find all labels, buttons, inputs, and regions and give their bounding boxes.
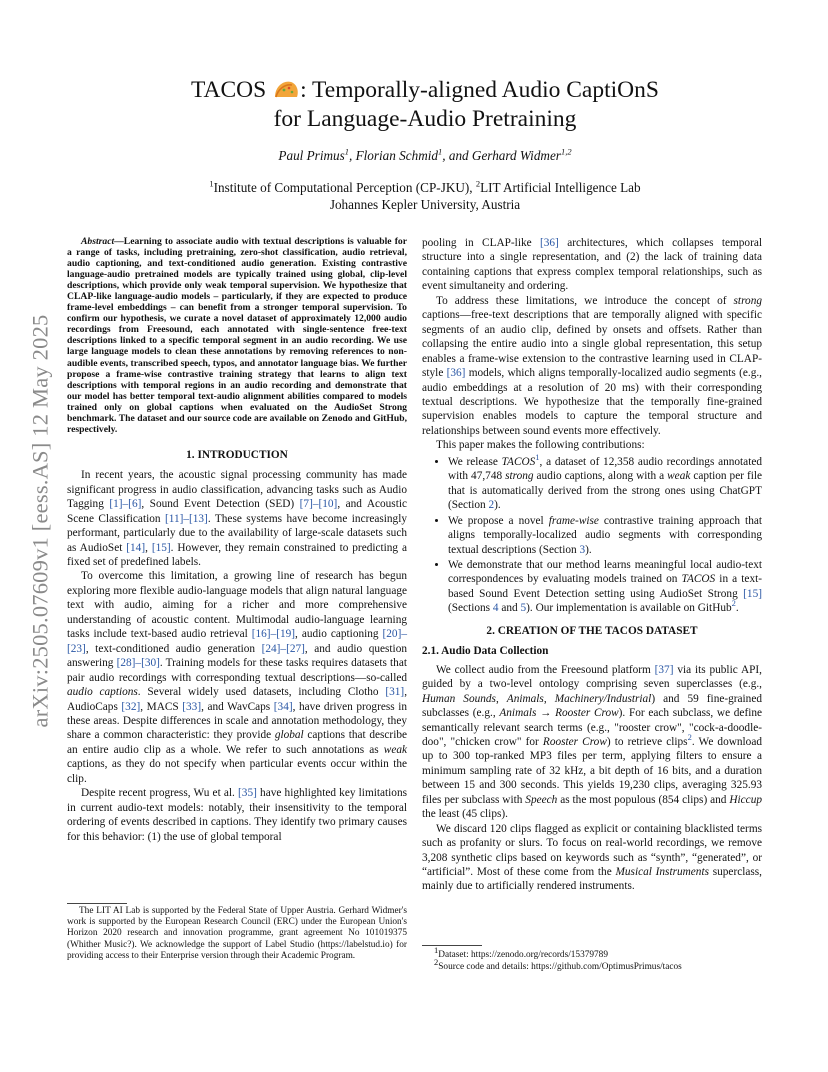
right-paragraph-3: This paper makes the following contributions: [436,439,645,452]
footnote-dataset: $^1$Dataset: https://zenodo.org/records/15379789 [434,945,608,961]
right-paragraph-2: To address these limitations, we introduce the concept of strong captions—free-text descriptions that are temporally aligned with specific segments of an audio clip, defined by onsets and offsets. Rather than collapsing the entire audio into a single global representation, this setup enables a frame-wise extension to the contrastive learning used in CLAP-style [36] models, which aligns temporally-localized audio segments (e.g., audio embeddings at a resolution of 20 ms) with their corresponding textual descriptions. We hypothesize that the temporally fine-grained supervision enables models to capture the temporal structure and relationships between sound events more effectively. [422,294,762,437]
section-heading-introduction: 1. INTRODUCTION [186,448,288,461]
footnote-rule-left [67,903,127,904]
subsection-heading-collection: 2.1. Audio Data Collection [422,645,549,658]
right-paragraph-1: pooling in CLAP-like [36] architectures, which collapses temporal structure into a single representation, and (2) the lack of training data containing captions that express complex temporal relationships, such as event simultaneity and ordering. [422,237,762,293]
paper-title: TACOS : Temporally-aligned Audio CaptiOnS for Language-Audio Pretraining [191,77,659,132]
contribution-item: • We release TACOS$^1$, a dataset of 12,358 audio recordings annotated with 47,748 strong audio captions, along with a weak caption per file that is automatically derived from the strong ones using ChatGPT (Section 2). [448,455,762,513]
intro-paragraph-2: To overcome this limitation, a growing line of research has begun exploring more flexible audio-language models that align natural language text with audio, aiming for a richer and more comprehensive understanding of acoustic content. Multimodal audio-language learning tasks include text-based audio retrieval [16]–[19], audio captioning [20]–[23], text-conditioned audio generation [24]–[27], and audio question answering [28]–[30]. Training models for these tasks requires datasets that pair audio recordings with corresponding textual descriptions—so-called audio captions. Several widely used datasets, including Clotho [31], AudioCaps [32], MACS [33], and WavCaps [34], have driven progress in these areas. Despite differences in scale and annotation methodology, they share a common characteristic: they provide global captions that describe an entire audio clip as a whole. We refer to such annotations as weak captions, as they do not specify when particular events occur within the clip. [67,570,408,785]
affiliations: $^1$Institute of Computational Perception (CP-JKU), $^2$LIT Artificial Intelligence Lab Johannes Kepler University, Austria [209,178,641,212]
intro-paragraph-3: Despite recent progress, Wu et al. [35] have highlighted key limitations in current audio-text models: notably, their insensitivity to the temporal ordering of events described in captions. They identify two primary causes for this behavior: (1) the use of global temporal [67,787,407,843]
footnote-funding: The LIT AI Lab is supported by the Federal State of Upper Austria. Gerhard Widmer's work is supported by the European Research Council (ERC) under the European Union's Horizon 2020 research and innovation programme, grant agreement No 101019375 (Whither Music?). We acknowledge the support of Label Studio (https://labelstud.io) for providing access to their Enterprise version through their Academic Program. [67,906,407,961]
footnote-source-code: $^2$Source code and details: https://github.com/OptimusPrimus/tacos [434,957,682,973]
section-heading-creation: 2. CREATION OF THE TACOS DATASET [486,624,698,637]
contribution-item: • We propose a novel frame-wise contrastive training approach that aligns temporally-localized audio segments with corresponding textual descriptions (Section 3). [448,514,762,557]
contribution-list [422,452,762,616]
abstract: Abstract—Learning to associate audio with textual descriptions is valuable for a range of tasks, including pretraining, zero-shot classification, audio retrieval, audio captioning, and text-conditioned audio generation. Existing contrastive language-audio pretrained models are typically trained using global, clip-level descriptions, which provide only weak temporal supervision. We hypothesize that CLAP-like language-audio models – particularly, if they are expected to produce frame-level embeddings – can benefit from a stronger temporal supervision. To confirm our hypothesis, we curate a novel dataset of approximately 12,000 audio recordings from Freesound, each annotated with single-sentence free-text descriptions linked to a specific temporal segment in an audio recording. We use large language models to clean these annotations by removing references to non-audible events, transcribed speech, typos, and annotator language bias. We further propose a frame-wise contrastive training strategy that learns to align text descriptions with temporal regions in an audio recording and demonstrate that our model has better temporal text-audio alignment abilities compared to models trained only on global captions when evaluated on the AudioSet Strong benchmark. The dataset and our source code are available on Zenodo and GitHub, respectively. [67,236,407,435]
intro-paragraph-1: In recent years, the acoustic signal processing community has made significant progress in audio classification, advancing tasks such as Audio Tagging [1]–[6], Sound Event Detection (SED) [7]–[10], and Acoustic Scene Classification [11]–[13]. These systems have become increasingly performant, particularly due to the availability of large-scale datasets such as AudioSet [14], [15]. However, they remain constrained to predicting a fixed set of predefined labels. [67,469,407,569]
right-paragraph-5: We discard 120 clips flagged as explicit or containing blacklisted terms such as profanity or slurs. To focus on real-world recordings, we remove 3,208 synthetic clips based on keywords such as “synth”, “generated”, or “artificial”. Most of these come from the Musical Instruments superclass, mainly due to artificially rendered instruments. [422,822,762,893]
right-paragraph-4: We collect audio from the Freesound platform [37] via its public API, guided by a two-level ontology comprising seven superclasses (e.g., Human Sounds, Animals, Machinery/Industrial) and 59 fine-grained subclasses (e.g., Animals → Rooster Crow). For each subclass, we define semantically relevant search terms (e.g., "rooster crow", "cock-a-doodle-doo", "chicken crow" for Rooster Crow) to retrieve clips$^2$. We download up to 300 top-ranked MP3 files per term, applying filters to ensure a minimum sampling rate of 32 kHz, a bit depth of 16 bits, and a duration between 15 and 300 seconds. This yields 19,230 clips, averaging 325.93 files per subclass with Speech as the most populous (854 clips) and Hiccup the least (45 clips). [422,663,763,821]
author-list: Paul Primus$^1$, Florian Schmid$^1$, and Gerhard Widmer$^{1,2}$ [278,146,572,163]
arxiv-identifier: arXiv:2505.07609v1 [eess.AS] 12 May 2025 [27,314,52,727]
footnote-rule-right [422,945,482,946]
left-column [67,236,407,844]
taco-icon [272,79,300,99]
right-column [422,236,762,894]
contribution-item: • We demonstrate that our method learns meaningful local audio-text correspondences by evaluating models trained on TACOS in a text-based Sound Event Detection setting using AudioSet Strong [15] (Sections 4 and 5). Our implementation is available on GitHub$^2$. [448,558,762,616]
